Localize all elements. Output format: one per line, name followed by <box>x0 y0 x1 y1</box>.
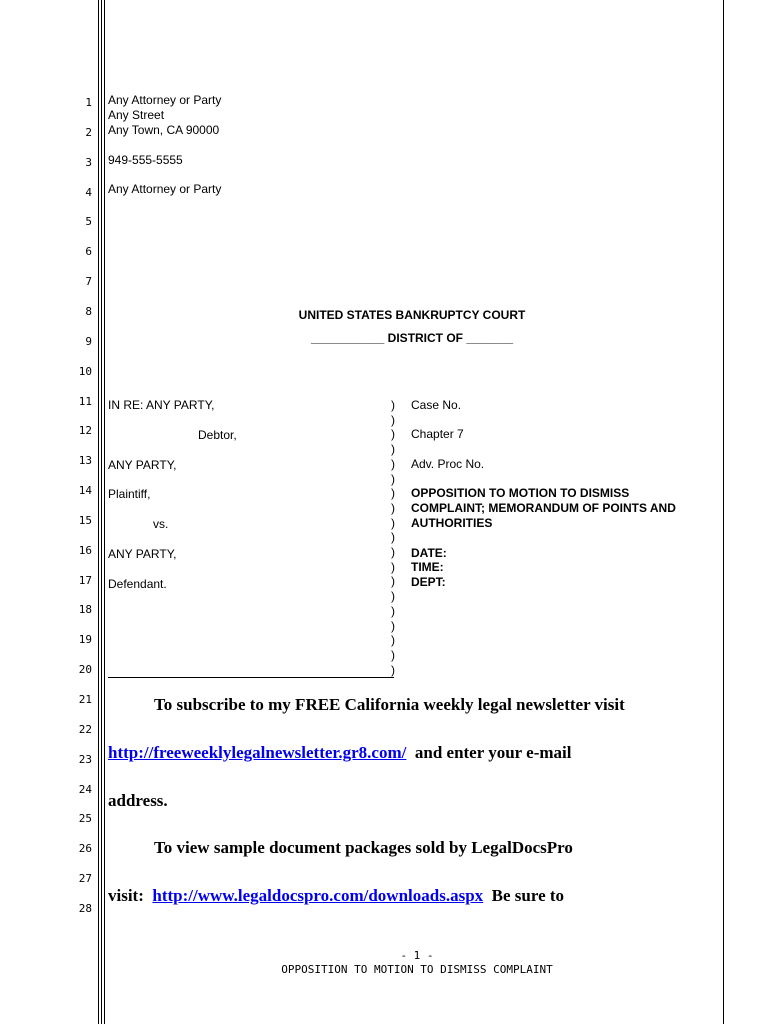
left-margin-rule-2 <box>101 0 102 1024</box>
hearing-dept-label: DEPT: <box>411 575 446 589</box>
line-number: 12 <box>78 424 92 438</box>
attorney-city: Any Town, CA 90000 <box>108 123 220 137</box>
line-number: 6 <box>85 245 92 259</box>
line-number: 27 <box>78 872 92 886</box>
line-number: 25 <box>78 812 92 826</box>
footer-page-number: - 1 - <box>400 949 434 962</box>
caption-in-re: IN RE: ANY PARTY, <box>108 398 215 412</box>
downloads-link[interactable]: http://www.legaldocspro.com/downloads.aspx <box>152 886 484 905</box>
hearing-date-label: DATE: <box>411 546 447 560</box>
document-title-line-1: OPPOSITION TO MOTION TO DISMISS <box>411 486 630 500</box>
attorney-name: Any Attorney or Party <box>108 93 222 107</box>
line-number: 23 <box>78 752 92 766</box>
line-number: 22 <box>78 722 92 736</box>
newsletter-paragraph-line-1: To subscribe to my FREE California weekly legal newsletter visit <box>154 695 625 714</box>
line-number: 20 <box>78 663 92 677</box>
line-number: 9 <box>85 334 92 348</box>
chapter-label: Chapter 7 <box>411 427 464 441</box>
line-number: 21 <box>78 693 92 706</box>
line-number: 26 <box>78 842 92 856</box>
hearing-time-label: TIME: <box>411 560 444 574</box>
caption-parentheses: ) ) ) ) ) ) ) ) ) ) ) ) ) ) ) ) ) ) ) <box>391 398 395 677</box>
line-number: 14 <box>78 484 92 498</box>
caption-party-2: ANY PARTY, <box>108 547 177 561</box>
line-number: 15 <box>78 513 92 527</box>
line-number: 16 <box>78 543 92 557</box>
newsletter-after-link: and enter your e-mail <box>414 743 572 762</box>
visit-label: visit: <box>108 886 144 905</box>
right-margin-rule <box>723 0 724 1024</box>
line-number: 10 <box>78 364 92 378</box>
caption-vs: vs. <box>153 517 169 531</box>
document-title-line-3: AUTHORITIES <box>411 516 493 530</box>
caption-debtor: Debtor, <box>198 428 237 442</box>
samples-after-link: Be sure to <box>491 886 565 905</box>
adv-proc-label: Adv. Proc No. <box>411 457 485 471</box>
samples-paragraph-line-2 <box>108 886 564 906</box>
document-title-line-2: COMPLAINT; MEMORANDUM OF POINTS AND <box>411 501 676 515</box>
line-number: 24 <box>78 782 92 796</box>
line-number: 2 <box>85 125 92 139</box>
caption-bottom-rule <box>108 677 394 678</box>
line-number: 11 <box>78 394 92 408</box>
line-number: 17 <box>78 573 92 587</box>
left-margin-rule-1 <box>98 0 99 1024</box>
samples-paragraph-line-1: To view sample document packages sold by LegalDocsPro <box>154 838 573 857</box>
newsletter-link[interactable]: http://freeweeklylegalnewsletter.gr8.com/ <box>108 743 407 762</box>
attorney-phone: 949-555-5555 <box>108 153 183 167</box>
line-number: 1 <box>85 96 92 109</box>
line-number: 28 <box>78 901 92 915</box>
line-number: 8 <box>85 304 92 318</box>
court-district: ___________ DISTRICT OF _______ <box>310 331 514 345</box>
caption-party-1: ANY PARTY, <box>108 458 177 472</box>
newsletter-paragraph-line-2 <box>108 743 571 763</box>
line-number: 7 <box>85 275 92 289</box>
line-number: 5 <box>85 215 92 229</box>
newsletter-paragraph-line-3: address. <box>108 791 168 810</box>
line-number: 19 <box>78 633 92 647</box>
line-number: 13 <box>78 454 92 468</box>
caption-defendant: Defendant. <box>108 577 167 591</box>
line-number: 3 <box>85 155 92 169</box>
line-number-rule <box>104 0 105 1024</box>
line-number: 18 <box>78 603 92 617</box>
court-title: UNITED STATES BANKRUPTCY COURT <box>298 308 526 322</box>
caption-plaintiff: Plaintiff, <box>108 487 151 501</box>
footer-document-title: OPPOSITION TO MOTION TO DISMISS COMPLAINT <box>281 963 553 976</box>
line-number: 4 <box>85 185 92 199</box>
attorney-for: Any Attorney or Party <box>108 182 222 196</box>
case-number-label: Case No. <box>411 398 462 412</box>
attorney-street: Any Street <box>108 108 165 122</box>
